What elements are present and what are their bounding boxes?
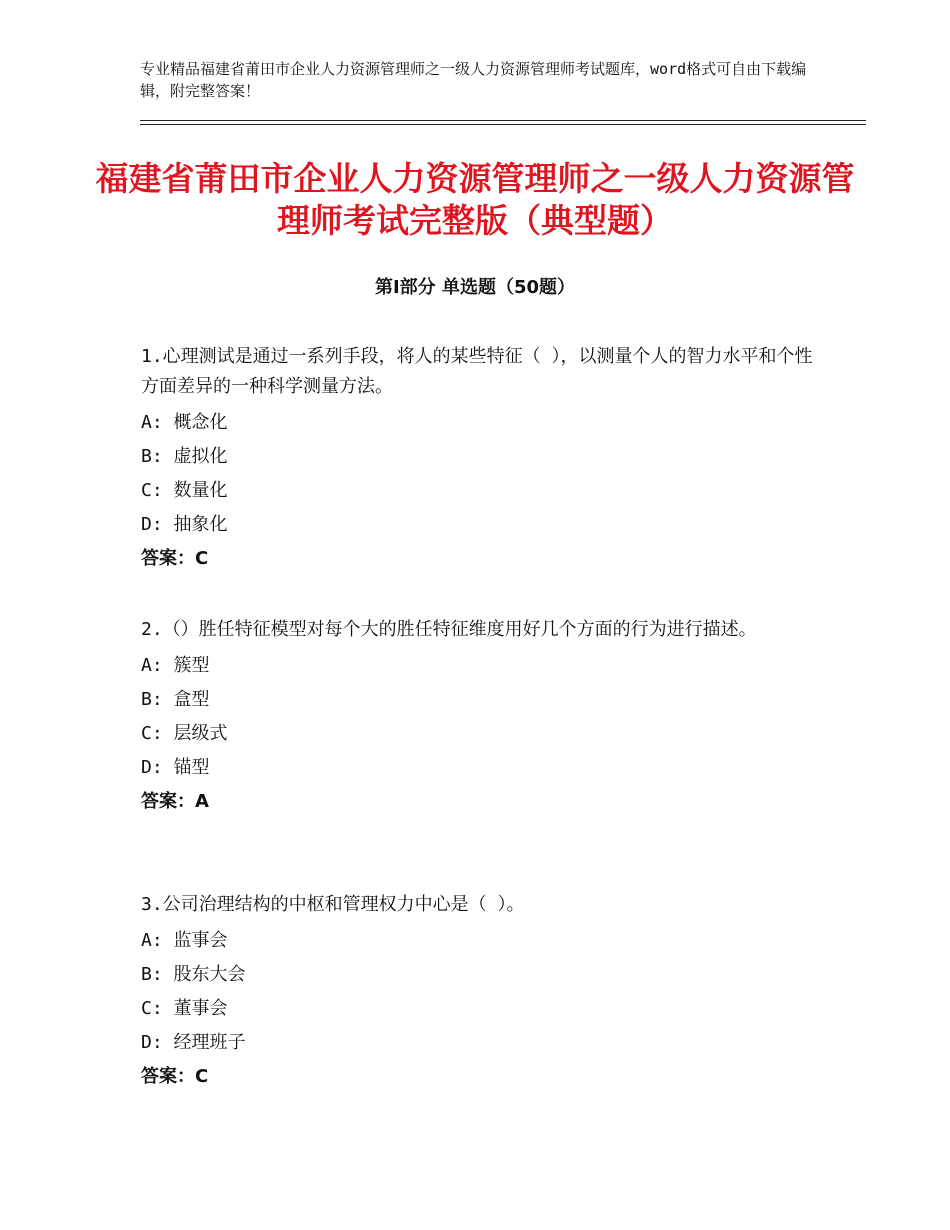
option-d: D: 经理班子 — [141, 1032, 246, 1053]
option-b: B: 盒型 — [141, 689, 210, 710]
question-1 — [141, 342, 821, 576]
option-d: D: 锚型 — [141, 757, 210, 778]
answer: 答案：A — [141, 791, 209, 812]
option-b: B: 虚拟化 — [141, 446, 228, 467]
page-title: 福建省莆田市企业人力资源管理师之一级人力资源管理师考试完整版（典型题） — [95, 159, 855, 240]
section-title: 第Ⅰ部分 单选题（50题） — [374, 277, 575, 298]
question-3 — [141, 890, 821, 1094]
answer: 答案：C — [141, 1066, 209, 1087]
question-2 — [141, 615, 821, 819]
option-d: D: 抽象化 — [141, 514, 228, 535]
header-note: 专业精品福建省莆田市企业人力资源管理师之一级人力资源管理师考试题库，word格式可自由下载编辑，附完整答案！ — [140, 60, 807, 100]
option-b: B: 股东大会 — [141, 964, 246, 985]
answer: 答案：C — [141, 548, 209, 569]
option-c: C: 董事会 — [141, 998, 228, 1019]
header-rule-bottom — [140, 124, 866, 125]
option-a: A: 簇型 — [141, 655, 210, 676]
option-c: C: 层级式 — [141, 723, 228, 744]
option-a: A: 监事会 — [141, 930, 228, 951]
question-stem: 1.心理测试是通过一系列手段，将人的某些特征（ ），以测量个人的智力水平和个性方面差异的一种科学测量方法。 — [141, 346, 813, 397]
question-stem: 3.公司治理结构的中枢和管理权力中心是（ ）。 — [141, 894, 525, 915]
question-stem: 2.（）胜任特征模型对每个大的胜任特征维度用好几个方面的行为进行描述。 — [141, 619, 757, 640]
option-c: C: 数量化 — [141, 480, 228, 501]
option-a: A: 概念化 — [141, 412, 228, 433]
header-rule-top — [140, 120, 866, 121]
